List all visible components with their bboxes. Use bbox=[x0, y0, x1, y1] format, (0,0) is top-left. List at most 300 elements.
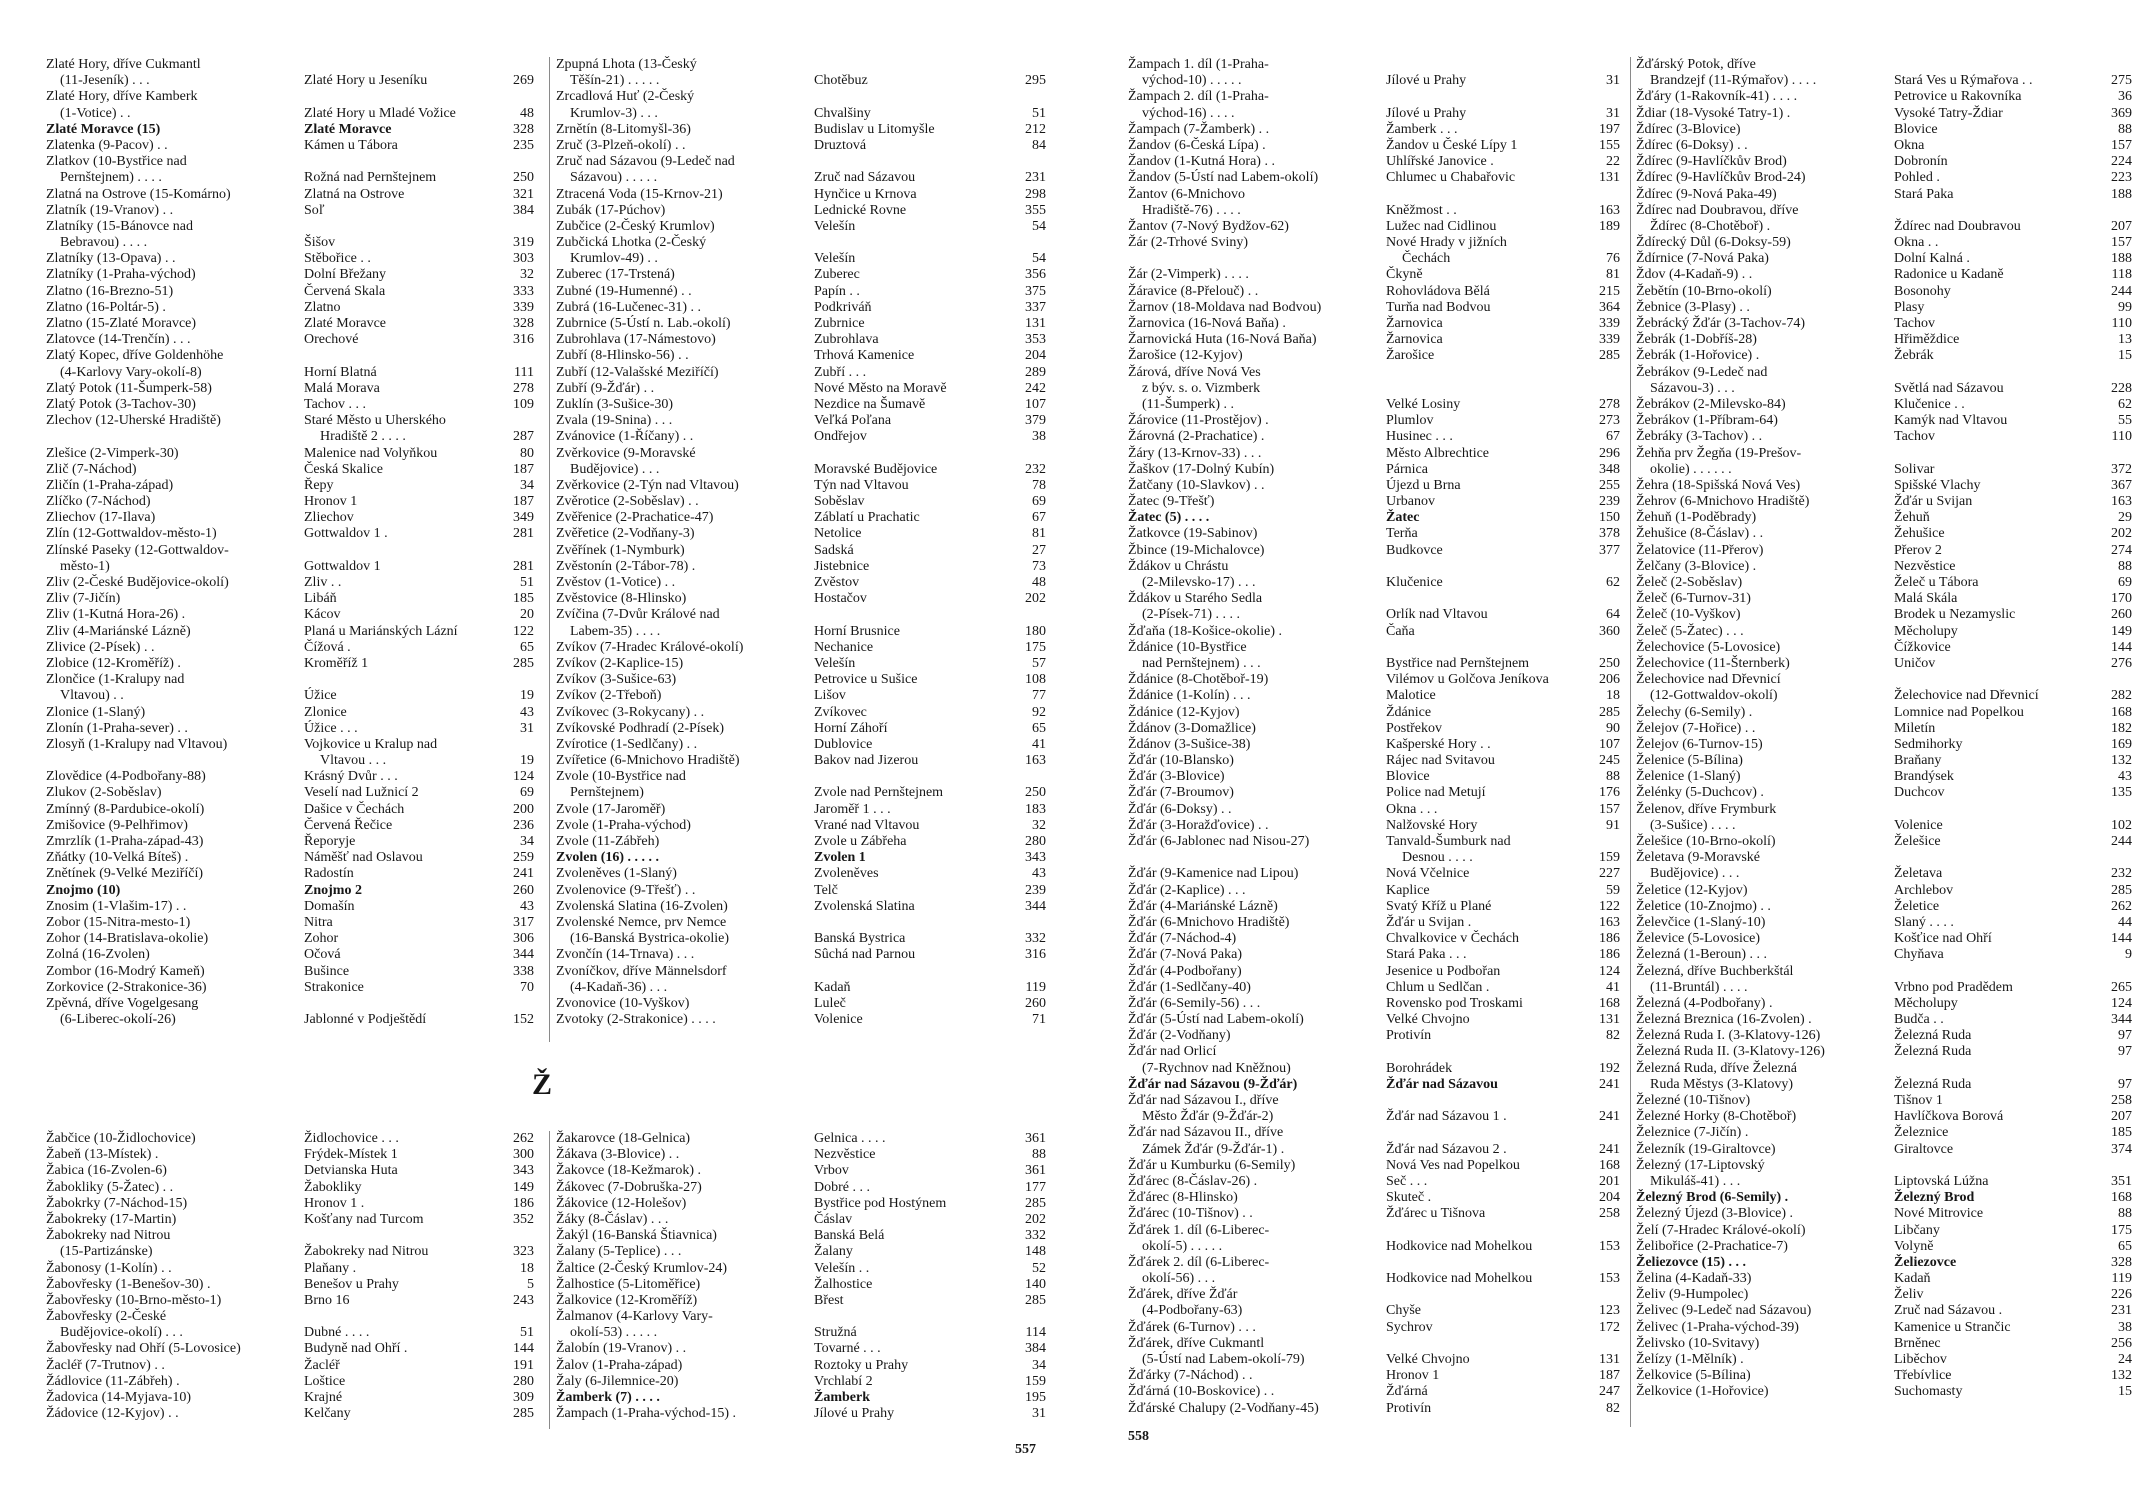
post-office: Malá Skála bbox=[1894, 591, 1958, 607]
place-name: Zvolenské Nemce, prv Nemce bbox=[556, 914, 727, 930]
place-name: Znojmo (10) bbox=[46, 882, 121, 898]
place-name: Zliechov (17-Ilava) bbox=[46, 510, 156, 526]
index-entry bbox=[556, 235, 1050, 251]
post-office: Veselí nad Lužnicí 2 bbox=[304, 785, 419, 801]
post-office: Žamberk bbox=[814, 1390, 870, 1405]
index-entry bbox=[46, 915, 539, 931]
index-entry bbox=[46, 753, 539, 769]
index-entry bbox=[1636, 170, 2136, 186]
post-office: Bakov nad Jizerou bbox=[814, 753, 919, 769]
post-office: Archlebov bbox=[1894, 882, 1954, 898]
place-name: Želechovice (5-Lovosice) bbox=[1636, 639, 1781, 655]
page-code: 276 bbox=[2111, 655, 2132, 671]
post-office: Jílové u Prahy bbox=[1386, 105, 1467, 121]
place-name: město-1) bbox=[60, 558, 110, 574]
page-code: 278 bbox=[1599, 396, 1620, 412]
index-entry bbox=[1128, 203, 1624, 219]
place-name: Zliv (2-České Budějovice-okolí) bbox=[46, 575, 229, 590]
page-code: 88 bbox=[2118, 1206, 2132, 1222]
post-office: Vojkovice u Kralup nad bbox=[304, 736, 438, 752]
place-name: Žabovřesky (10-Brno-město-1) bbox=[46, 1292, 222, 1308]
post-office: Světlá nad Sázavou bbox=[1894, 380, 2004, 396]
index-entry bbox=[1128, 931, 1624, 947]
place-name: Zlatníky (15-Bánovce nad bbox=[46, 218, 193, 234]
post-office: Čížová . bbox=[304, 639, 351, 655]
index-entry bbox=[1128, 235, 1624, 251]
index-entry bbox=[1128, 1061, 1624, 1077]
place-name: (11-Šumperk) . . bbox=[1142, 396, 1235, 412]
index-entry bbox=[1636, 1271, 2136, 1287]
post-office: Tanvald-Šumburk nad bbox=[1386, 834, 1511, 849]
place-name: Železné Horky (8-Chotěboř) bbox=[1636, 1109, 1797, 1125]
place-name: Želejov (7-Hořice) . . bbox=[1636, 720, 1756, 736]
place-name: Žebnice (3-Plasy) . . bbox=[1636, 299, 1750, 315]
post-office: Žamberk . . . bbox=[1386, 121, 1458, 137]
index-entry bbox=[1128, 705, 1624, 721]
page-code: 88 bbox=[1606, 769, 1620, 785]
page-code: 280 bbox=[1025, 834, 1046, 849]
place-name: Želechy (6-Semily) . bbox=[1636, 704, 1753, 720]
place-name: Žďárec (10-Tišnov) . . bbox=[1128, 1206, 1253, 1222]
index-entry bbox=[46, 89, 539, 105]
place-name: Zvěřenice (2-Prachatice-47) bbox=[556, 510, 714, 526]
page-code: 202 bbox=[2111, 526, 2132, 542]
post-office: Vilémov u Golčova Jeníkova bbox=[1386, 672, 1549, 688]
place-name: Zlatníky (13-Opava) . . bbox=[46, 251, 176, 267]
post-office: Velešín bbox=[814, 655, 856, 671]
index-entry bbox=[1128, 1158, 1624, 1174]
place-name: východ-10) . . . . . bbox=[1142, 73, 1242, 89]
index-entry bbox=[46, 721, 539, 737]
place-name: Zlatno (15-Zlaté Moravce) bbox=[46, 316, 197, 331]
page-code: 321 bbox=[513, 186, 534, 202]
page-code: 43 bbox=[1032, 866, 1046, 882]
page-code: 239 bbox=[1025, 882, 1046, 898]
page-code: 187 bbox=[513, 461, 534, 477]
place-name: Žár (2-Vimperk) . . . . bbox=[1128, 267, 1249, 283]
place-name: Zlín (12-Gottwaldov-město-1) bbox=[46, 526, 217, 542]
index-entry bbox=[46, 1390, 539, 1406]
place-name: Žatkovce (19-Sabinov) bbox=[1128, 526, 1258, 542]
post-office: Zlaté Moravce bbox=[304, 121, 392, 137]
page-code: 328 bbox=[513, 121, 534, 137]
post-office: Velešín bbox=[814, 251, 856, 267]
index-entry bbox=[1636, 494, 2136, 510]
place-name: Budějovice-okolí) . . . bbox=[60, 1325, 183, 1341]
place-name: Žákovice (12-Holešov) bbox=[556, 1195, 687, 1211]
page-code: 124 bbox=[2111, 995, 2132, 1011]
post-office: Kamenice u Strančic bbox=[1894, 1319, 2011, 1335]
page-code: 300 bbox=[513, 1147, 534, 1163]
place-name: Žampach (1-Praha-východ-15) . bbox=[556, 1406, 736, 1422]
place-name: (4-Kadaň-36) . . . bbox=[570, 979, 668, 995]
index-entry bbox=[1128, 526, 1624, 542]
post-office: Frýdek-Místek 1 bbox=[304, 1147, 398, 1163]
place-name: Zlonice (1-Slaný) bbox=[46, 704, 146, 720]
place-name: Zuklín (3-Sušice-30) bbox=[556, 396, 674, 412]
place-name: Zvoleněves (1-Slaný) bbox=[556, 866, 677, 882]
page-code: 15 bbox=[2118, 348, 2132, 364]
post-office: Hodkovice nad Mohelkou bbox=[1386, 1238, 1533, 1254]
post-office: Petrovice u Sušice bbox=[814, 672, 918, 688]
page-code: 188 bbox=[2111, 251, 2132, 267]
post-office: Braňany bbox=[1894, 753, 1942, 769]
index-entry bbox=[46, 559, 539, 575]
index-entry bbox=[1128, 1336, 1624, 1352]
page-code: 32 bbox=[520, 267, 534, 283]
index-entry bbox=[1636, 235, 2136, 251]
page-code: 97 bbox=[2118, 1044, 2132, 1060]
post-office: Náměšť nad Oslavou bbox=[304, 850, 423, 866]
index-entry bbox=[46, 1406, 539, 1422]
place-name: Žďár (6-Mnichovo Hradiště) bbox=[1128, 914, 1290, 930]
place-name: Žehra (18-Spišská Nová Ves) bbox=[1636, 477, 1801, 493]
page-code: 275 bbox=[2111, 73, 2132, 89]
place-name: Žantov (6-Mnichovo bbox=[1128, 186, 1246, 202]
place-name: Žabovřesky (2-České bbox=[46, 1309, 167, 1325]
page-code: 88 bbox=[2118, 558, 2132, 574]
post-office: Žďár u Svijan bbox=[1894, 494, 1973, 510]
page-code: 339 bbox=[1599, 316, 1620, 331]
place-name: (11-Bruntál) . . . . bbox=[1650, 979, 1748, 995]
post-office: Bystřice pod Hostýnem bbox=[814, 1195, 947, 1211]
index-entry bbox=[1636, 883, 2136, 899]
post-office: Nezdice na Šumavě bbox=[814, 396, 926, 412]
post-office: Turňa nad Bodvou bbox=[1386, 299, 1491, 315]
place-name: Zlatovce (14-Trenčín) . . . bbox=[46, 332, 191, 348]
post-office: Luleč bbox=[814, 995, 846, 1011]
index-entry bbox=[1128, 769, 1624, 785]
place-name: Ždírec nad Doubravou, dříve bbox=[1636, 202, 1799, 218]
page-code: 109 bbox=[513, 396, 534, 412]
place-name: Žakovce (18-Kežmarok) . bbox=[556, 1163, 701, 1179]
page-code: 48 bbox=[520, 105, 534, 121]
page-code: 168 bbox=[2111, 1190, 2132, 1206]
post-office: Žabokreky nad Nitrou bbox=[304, 1244, 429, 1260]
place-name: Žďár (3-Blovice) bbox=[1128, 769, 1225, 785]
post-office: Žalany bbox=[814, 1244, 853, 1260]
index-entry bbox=[556, 737, 1050, 753]
post-office: Čkyně bbox=[1386, 267, 1423, 283]
index-entry bbox=[1636, 1125, 2136, 1141]
page-code: 152 bbox=[513, 1012, 534, 1028]
index-entry bbox=[1128, 1109, 1624, 1125]
place-name: Žáry (13-Krnov-33) . . . bbox=[1128, 445, 1262, 461]
page-code: 344 bbox=[2111, 1012, 2132, 1028]
page-code: 241 bbox=[1599, 1076, 1620, 1092]
place-name: Zlatý Potok (3-Tachov-30) bbox=[46, 396, 196, 412]
page-code: 338 bbox=[513, 963, 534, 979]
post-office: Záblatí u Prachatic bbox=[814, 510, 920, 526]
index-entry bbox=[46, 543, 539, 559]
page-code: 309 bbox=[513, 1390, 534, 1405]
post-office: Zlatná na Ostrove bbox=[304, 186, 405, 202]
place-name: Žaškov (17-Dolný Kubín) bbox=[1128, 461, 1275, 477]
page-code: 339 bbox=[1599, 332, 1620, 348]
page-code: 65 bbox=[520, 639, 534, 655]
index-entry bbox=[556, 316, 1050, 332]
post-office: Ždánice bbox=[1386, 704, 1432, 720]
page-code: 259 bbox=[513, 850, 534, 866]
page-code: 236 bbox=[513, 817, 534, 833]
page-code: 77 bbox=[1032, 688, 1046, 704]
page-code: 24 bbox=[2118, 1352, 2132, 1367]
index-entry bbox=[1128, 106, 1624, 122]
index-entry bbox=[1128, 267, 1624, 283]
index-entry bbox=[1636, 915, 2136, 931]
post-office: Ždírec nad Doubravou bbox=[1894, 218, 2021, 234]
page-code: 201 bbox=[1599, 1173, 1620, 1189]
post-office: Židlochovice . . . bbox=[304, 1131, 399, 1146]
index-entry bbox=[1636, 947, 2136, 963]
post-office: Okna bbox=[1894, 137, 1925, 153]
page-code: 144 bbox=[2111, 639, 2132, 655]
post-office: Nitra bbox=[304, 914, 333, 930]
index-entry bbox=[46, 300, 539, 316]
index-entry bbox=[556, 122, 1050, 138]
index-entry bbox=[1636, 397, 2136, 413]
place-name: Ždírec (9-Nová Paka-49) bbox=[1636, 186, 1777, 202]
index-entry bbox=[1636, 705, 2136, 721]
page-code: 69 bbox=[1032, 494, 1046, 510]
index-entry bbox=[46, 1325, 539, 1341]
index-entry bbox=[46, 624, 539, 640]
index-entry bbox=[46, 1147, 539, 1163]
page-code: 285 bbox=[2111, 882, 2132, 898]
place-name: Zubří (9-Žďár) . . bbox=[556, 380, 655, 396]
place-name: Ždírec (6-Doksy) . . bbox=[1636, 137, 1748, 153]
page-code: 258 bbox=[1599, 1206, 1620, 1222]
post-office: Zohor bbox=[304, 931, 339, 947]
place-name: Ruda Městys (3-Klatovy) bbox=[1650, 1076, 1794, 1092]
page-code: 149 bbox=[2111, 623, 2132, 639]
post-office: Velké Chvojno bbox=[1386, 1012, 1470, 1028]
place-name: Žďáry (1-Rakovník-41) . . . . bbox=[1636, 89, 1798, 105]
post-office: Kadaň bbox=[1894, 1271, 1931, 1287]
place-name: Zpupná Lhota (13-Český bbox=[556, 57, 697, 72]
place-name: Žantov (7-Nový Bydžov-62) bbox=[1128, 218, 1289, 234]
index-entry bbox=[46, 332, 539, 348]
place-name: Zlonín (1-Praha-sever) . . bbox=[46, 720, 188, 736]
page-code: 118 bbox=[2111, 267, 2132, 283]
index-entry bbox=[46, 1228, 539, 1244]
place-name: Zlatý Potok (11-Šumperk-58) bbox=[46, 380, 212, 396]
index-entry bbox=[46, 785, 539, 801]
post-office: Ondřejov bbox=[814, 429, 867, 445]
index-entry bbox=[46, 251, 539, 267]
index-entry bbox=[1128, 1223, 1624, 1239]
index-entry bbox=[1128, 397, 1624, 413]
index-entry bbox=[556, 866, 1050, 882]
index-entry bbox=[556, 802, 1050, 818]
place-name: Zmrzlík (1-Praha-západ-43) bbox=[46, 834, 204, 849]
post-office: Dobré . . . bbox=[814, 1179, 870, 1195]
index-entry bbox=[556, 753, 1050, 769]
index-entry bbox=[1128, 1077, 1624, 1093]
place-name: Želetice (10-Znojmo) . . bbox=[1636, 898, 1771, 914]
place-name: Zvěrkovice (9-Moravské bbox=[556, 445, 696, 461]
post-office: Zubrohlava bbox=[814, 332, 879, 348]
page-code: 62 bbox=[2118, 396, 2132, 412]
post-office: Plasy bbox=[1894, 299, 1925, 315]
place-name: Zličín (1-Praha-západ) bbox=[46, 477, 174, 493]
index-entry bbox=[556, 818, 1050, 834]
index-entry bbox=[1128, 964, 1624, 980]
place-name: Žďárek 2. díl (6-Liberec- bbox=[1128, 1254, 1270, 1270]
page-code: 224 bbox=[2111, 154, 2132, 170]
place-name: Zvole (17-Jaroměř) bbox=[556, 801, 666, 817]
page-code: 51 bbox=[520, 1325, 534, 1341]
post-office: Blovice bbox=[1894, 121, 1938, 137]
page-code: 269 bbox=[513, 73, 534, 89]
page-code: 31 bbox=[1606, 73, 1620, 89]
index-entry bbox=[1128, 138, 1624, 154]
index-entry bbox=[1128, 1206, 1624, 1222]
place-name: Žampach 2. díl (1-Praha- bbox=[1128, 89, 1269, 105]
index-entry bbox=[1636, 1287, 2136, 1303]
post-office: Druztová bbox=[814, 137, 867, 153]
post-office: Chyňava bbox=[1894, 947, 1944, 963]
index-entry bbox=[556, 1374, 1050, 1390]
column-divider bbox=[549, 1131, 550, 1429]
place-name: Žďár (5-Ústí nad Labem-okolí) bbox=[1128, 1012, 1304, 1028]
index-entry bbox=[46, 316, 539, 332]
page-code: 384 bbox=[1025, 1341, 1046, 1357]
place-name: Želešice (10-Brno-okolí) bbox=[1636, 834, 1776, 849]
post-office: Zvolenská Slatina bbox=[814, 898, 915, 914]
page-code: 38 bbox=[2118, 1319, 2132, 1335]
post-office: Horní Záhoří bbox=[814, 720, 888, 736]
index-entry bbox=[1636, 122, 2136, 138]
place-name: Zvěřetice (2-Vodňany-3) bbox=[556, 526, 695, 542]
post-office: Tovarné . . . bbox=[814, 1341, 881, 1357]
page-code: 13 bbox=[2118, 332, 2132, 348]
index-entry bbox=[1128, 219, 1624, 235]
page-code: 157 bbox=[2111, 235, 2132, 251]
post-office: Zliechov bbox=[304, 510, 354, 526]
page-code: 88 bbox=[2118, 121, 2132, 137]
post-office: Žarošice bbox=[1386, 348, 1435, 364]
index-entry bbox=[556, 138, 1050, 154]
place-name: Labem-35) . . . . bbox=[570, 623, 661, 639]
place-name: Ždánov (3-Domažlice) bbox=[1128, 720, 1256, 736]
index-entry bbox=[1128, 721, 1624, 737]
place-name: Zlatno (16-Brezno-51) bbox=[46, 283, 174, 299]
place-name: Žatec (9-Třešť) bbox=[1128, 494, 1215, 510]
post-office: Čáslav bbox=[814, 1211, 853, 1227]
post-office: Hřiměždice bbox=[1894, 332, 1960, 348]
page-code: 289 bbox=[1025, 364, 1046, 380]
page-code: 285 bbox=[513, 655, 534, 671]
page-code: 97 bbox=[2118, 1076, 2132, 1092]
page-code: 285 bbox=[513, 1406, 534, 1422]
post-office: Želeč u Tábora bbox=[1894, 575, 1979, 590]
index-entry bbox=[556, 1196, 1050, 1212]
index-entry bbox=[1636, 413, 2136, 429]
page-code: 67 bbox=[1032, 510, 1046, 526]
index-entry bbox=[1636, 1352, 2136, 1368]
page-code: 185 bbox=[2111, 1125, 2132, 1141]
page-number-left: 557 bbox=[1015, 1442, 1036, 1457]
post-office: Šišov bbox=[304, 235, 336, 251]
post-office: Zuberec bbox=[814, 267, 860, 283]
index-entry bbox=[46, 866, 539, 882]
post-office: Dolní Kalná . bbox=[1894, 251, 1970, 267]
place-name: Ždánice (1-Kolín) . . . bbox=[1128, 688, 1251, 704]
post-office: Žacléř bbox=[304, 1357, 340, 1373]
post-office: Lomnice nad Popelkou bbox=[1894, 704, 2024, 720]
place-name: Sázavou-3) . . . bbox=[1650, 380, 1735, 396]
page-code: 54 bbox=[1032, 251, 1046, 267]
index-entry bbox=[556, 883, 1050, 899]
place-name: Želiv (9-Humpolec) bbox=[1636, 1287, 1749, 1303]
place-name: Zliv (7-Jičín) bbox=[46, 591, 121, 607]
page-code: 185 bbox=[513, 591, 534, 607]
index-entry bbox=[1128, 73, 1624, 89]
index-entry bbox=[46, 883, 539, 899]
page-code: 34 bbox=[520, 834, 534, 849]
place-name: Zvotoky (2-Strakonice) . . . . bbox=[556, 1012, 716, 1028]
place-name: Zvole (1-Praha-východ) bbox=[556, 817, 691, 833]
page-code: 80 bbox=[520, 445, 534, 461]
post-office: Čechách bbox=[1402, 251, 1451, 267]
place-name: Žacléř (7-Trutnov) . . bbox=[46, 1357, 165, 1373]
place-name: Želivec (1-Praha-východ-39) bbox=[1636, 1319, 1799, 1335]
page-code: 241 bbox=[1599, 1141, 1620, 1157]
place-name: okolí-56) . . . bbox=[1142, 1271, 1216, 1287]
post-office: Uhlířské Janovice . bbox=[1386, 154, 1494, 170]
place-name: Želiezovce (15) . . . bbox=[1636, 1254, 1747, 1270]
page-code: 97 bbox=[2118, 1028, 2132, 1044]
place-name: Žabčice (10-Židlochovice) bbox=[46, 1131, 196, 1146]
index-entry bbox=[556, 154, 1050, 170]
post-office: Volenice bbox=[1894, 817, 1943, 833]
post-office: Malenice nad Volyňkou bbox=[304, 445, 438, 461]
page-code: 197 bbox=[1599, 121, 1620, 137]
index-entry bbox=[1636, 1320, 2136, 1336]
index-entry bbox=[1636, 996, 2136, 1012]
place-name: Zlatenka (9-Pacov) . . bbox=[46, 137, 168, 153]
page-code: 282 bbox=[2111, 688, 2132, 704]
place-name: Žďárský Potok, dříve bbox=[1636, 57, 1756, 72]
place-name: Zmínný (8-Pardubice-okolí) bbox=[46, 801, 205, 817]
index-entry bbox=[1128, 1303, 1624, 1319]
place-name: Ždiar (18-Vysoké Tatry-1) . bbox=[1636, 105, 1791, 121]
index-entry bbox=[556, 850, 1050, 866]
post-office: Liběchov bbox=[1894, 1352, 1947, 1367]
place-name: Zorkovice (2-Strakonice-36) bbox=[46, 979, 207, 995]
index-entry bbox=[1636, 1190, 2136, 1206]
index-entry bbox=[1128, 1352, 1624, 1368]
page-code: 258 bbox=[2111, 1093, 2132, 1108]
page-code: 256 bbox=[2111, 1335, 2132, 1351]
place-name: Žabokliky (5-Žatec) . . bbox=[46, 1179, 174, 1195]
index-entry bbox=[46, 397, 539, 413]
post-office: Papín . . bbox=[814, 283, 860, 299]
page-code: 369 bbox=[2111, 105, 2132, 121]
place-name: Zubák (17-Púchov) bbox=[556, 202, 666, 218]
post-office: Velešín . . bbox=[814, 1260, 870, 1276]
post-office: Měcholupy bbox=[1894, 623, 1958, 639]
post-office: Stará Ves u Rýmařova . . bbox=[1894, 73, 2033, 89]
index-entry bbox=[46, 1293, 539, 1309]
index-entry bbox=[556, 931, 1050, 947]
post-office: Nová Včelnice bbox=[1386, 866, 1470, 882]
place-name: Žarnovická Huta (16-Nová Baňa) bbox=[1128, 332, 1317, 348]
place-name: Želčany (3-Blovice) . bbox=[1636, 558, 1757, 574]
index-entry bbox=[46, 931, 539, 947]
index-entry bbox=[46, 478, 539, 494]
